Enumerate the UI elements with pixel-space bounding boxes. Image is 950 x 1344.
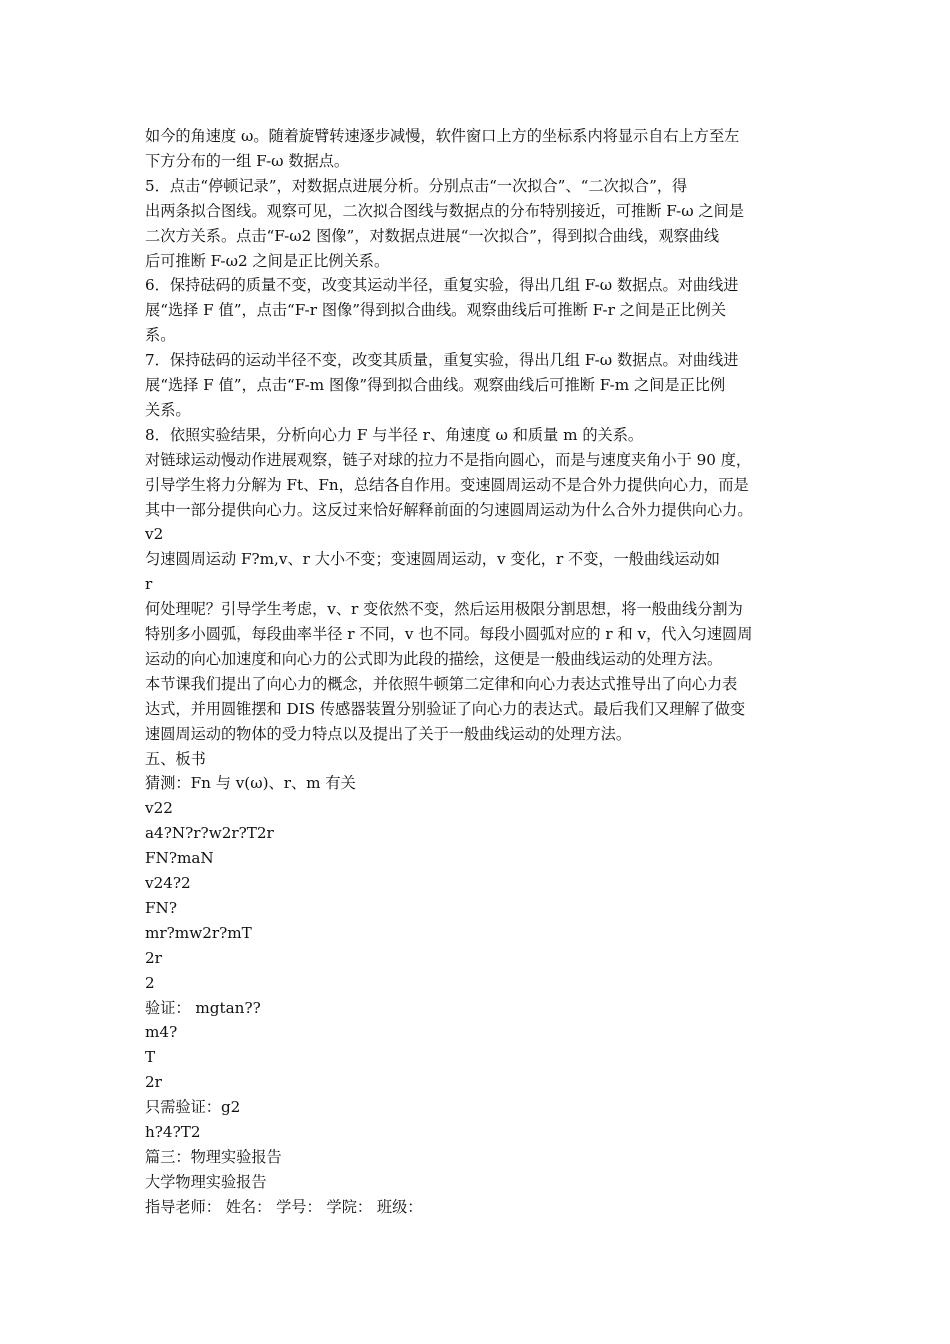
text-line: 运动的向心加速度和向心力的公式即为此段的描绘，这便是一般曲线运动的处理方法。 bbox=[145, 649, 723, 668]
text-line: 后可推断 F-ω2 之间是正比例关系。 bbox=[145, 251, 390, 270]
text-line: 引导学生将力分解为 Ft、Fn，总结各自作用。变速圆周运动不是合外力提供向心力，而是 bbox=[145, 475, 749, 494]
text-line: 何处理呢？引导学生考虑，v、r 变依然不变，然后运用极限分割思想，将一般曲线分割为 bbox=[145, 600, 743, 619]
text-line: 速圆周运动的物体的受力特点以及提出了关于一般曲线运动的处理方法。 bbox=[145, 724, 631, 743]
text-line: 猜测：Fn 与 v(ω)、r、m 有关 bbox=[145, 774, 356, 793]
text-line: r bbox=[145, 575, 153, 594]
text-line: 特别多小圆弧，每段曲率半径 r 不同，v 也不同。每段小圆弧对应的 r 和 v，代入匀速圆周 bbox=[145, 625, 753, 643]
text-line: v2 bbox=[145, 525, 164, 544]
text-line: FN?maN bbox=[145, 849, 214, 868]
text-line: 出两条拟合图线。观察可见，二次拟合图线与数据点的分布特别接近，可推断 F-ω 之间是 bbox=[145, 201, 744, 220]
text-line: 展“选择 F 值”，点击“F-m 图像”得到拟合曲线。观察曲线后可推断 F-m 之间是正比例 bbox=[145, 376, 726, 394]
text-line: 展“选择 F 值”，点击“F-r 图像”得到拟合曲线。观察曲线后可推断 F-r 之间是正比例关 bbox=[145, 301, 727, 320]
text-line: 8．依照实验结果，分析向心力 F 与半径 r、角速度 ω 和质量 m 的关系。 bbox=[145, 425, 644, 444]
text-line: 达式，并用圆锥摆和 DIS 传感器装置分别验证了向心力的表达式。最后我们又理解了做变 bbox=[145, 699, 746, 718]
text-line: 篇三：物理实验报告 bbox=[145, 1147, 282, 1166]
text-line: m4? bbox=[145, 1023, 178, 1042]
text-line: T bbox=[145, 1048, 156, 1067]
text-line: 6．保持砝码的质量不变，改变其运动半径，重复实验，得出几组 F-ω 数据点。对曲线进 bbox=[145, 276, 739, 295]
text-line: 匀速圆周运动 F?m,v、r 大小不变；变速圆周运动，v 变化，r 不变，一般曲线运动如 bbox=[145, 550, 720, 569]
text-line: 5．点击“停顿记录”，对数据点进展分析。分别点击“一次拟合”、“二次拟合”，得 bbox=[145, 176, 688, 195]
text-line: 2r bbox=[145, 948, 162, 967]
text-line: 大学物理实验报告 bbox=[145, 1172, 267, 1191]
text-line: 指导老师： 姓名： 学号： 学院： 班级： bbox=[145, 1197, 423, 1216]
text-line: 2r bbox=[145, 1073, 162, 1092]
text-line: mr?mw2r?mT bbox=[145, 923, 252, 942]
text-line: 7．保持砝码的运动半径不变，改变其质量，重复实验，得出几组 F-ω 数据点。对曲线进 bbox=[145, 351, 739, 370]
text-line: 二次方关系。点击“F-ω2 图像”，对数据点进展“一次拟合”，得到拟合曲线，观察曲线 bbox=[145, 226, 720, 245]
text-line: a4?N?r?w2r?T2r bbox=[145, 824, 274, 843]
text-line: v22 bbox=[145, 799, 173, 818]
text-line: 2 bbox=[145, 973, 155, 992]
text-line: v24?2 bbox=[145, 874, 191, 892]
text-line: 系。 bbox=[145, 326, 176, 345]
text-line: 下方分布的一组 F-ω 数据点。 bbox=[145, 151, 350, 170]
text-line: h?4?T2 bbox=[145, 1123, 201, 1141]
text-line: 只需验证：g2 bbox=[145, 1098, 241, 1117]
text-line: 五、板书 bbox=[145, 749, 206, 768]
text-line: 关系。 bbox=[145, 400, 191, 419]
text-line: 对链球运动慢动作进展观察，链子对球的拉力不是指向圆心，而是与速度夹角小于 90 度， bbox=[145, 450, 752, 469]
text-line: 如今的角速度 ω。随着旋臂转速逐步减慢，软件窗口上方的坐标系内将显示自右上方至左 bbox=[145, 127, 740, 145]
text-line: 本节课我们提出了向心力的概念，并依照牛顿第二定律和向心力表达式推导出了向心力表 bbox=[145, 674, 738, 693]
text-line: 验证： mgtan?? bbox=[145, 998, 261, 1017]
text-line: 其中一部分提供向心力。这反过来恰好解释前面的匀速圆周运动为什么合外力提供向心力。 bbox=[145, 500, 753, 519]
text-line: FN? bbox=[145, 898, 177, 917]
